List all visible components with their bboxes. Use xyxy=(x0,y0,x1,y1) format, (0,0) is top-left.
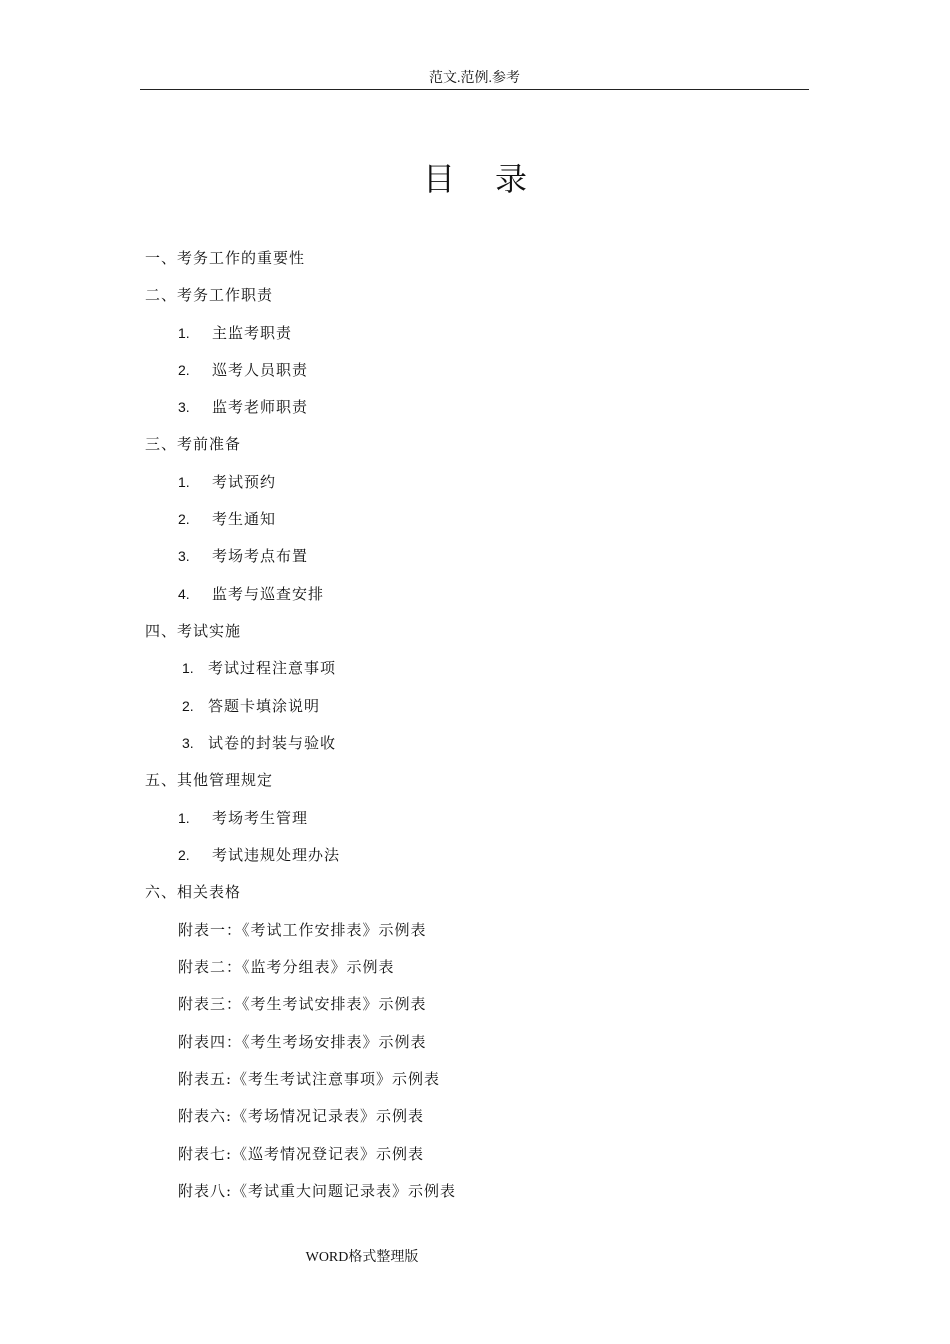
toc-section-5[interactable]: 五、其他管理规定 xyxy=(145,771,274,789)
toc-item-3-1[interactable]: 1. 考试预约 xyxy=(178,473,277,491)
page-header: 范文.范例.参考 xyxy=(140,70,809,90)
toc-section-2[interactable]: 二、考务工作职责 xyxy=(145,286,274,304)
page-footer: WORD格式整理版 xyxy=(305,1250,419,1265)
toc-appendix-4[interactable]: 附表四：《考生考场安排表》示例表 xyxy=(178,1033,427,1051)
toc-appendix-5[interactable]: 附表五:《考生考试注意事项》示例表 xyxy=(178,1070,441,1088)
toc-appendix-8[interactable]: 附表八:《考试重大问题记录表》示例表 xyxy=(178,1182,457,1200)
toc-item-5-2[interactable]: 2. 考试违规处理办法 xyxy=(178,846,341,864)
toc-item-3-4[interactable]: 4. 监考与巡查安排 xyxy=(178,585,325,603)
toc-item-2-2[interactable]: 2. 巡考人员职责 xyxy=(178,361,309,379)
toc-item-2-1[interactable]: 1. 主监考职责 xyxy=(178,324,293,342)
toc-section-4[interactable]: 四、考试实施 xyxy=(145,622,242,640)
toc-item-4-2[interactable]: 2. 答题卡填涂说明 xyxy=(182,697,321,715)
toc-section-1[interactable]: 一、考务工作的重要性 xyxy=(145,249,306,267)
toc-appendix-6[interactable]: 附表六:《考场情况记录表》示例表 xyxy=(178,1107,425,1125)
toc-item-5-1[interactable]: 1. 考场考生管理 xyxy=(178,809,309,827)
toc-appendix-1[interactable]: 附表一：《考试工作安排表》示例表 xyxy=(178,921,427,939)
toc-item-3-3[interactable]: 3. 考场考点布置 xyxy=(178,547,309,565)
toc-appendix-2[interactable]: 附表二：《监考分组表》示例表 xyxy=(178,958,395,976)
toc-section-6[interactable]: 六、相关表格 xyxy=(145,883,242,901)
toc-item-4-3[interactable]: 3. 试卷的封装与验收 xyxy=(182,734,337,752)
toc-title: 目录 xyxy=(422,160,567,199)
toc-item-2-3[interactable]: 3. 监考老师职责 xyxy=(178,398,309,416)
toc-section-3[interactable]: 三、考前准备 xyxy=(145,435,242,453)
toc-appendix-3[interactable]: 附表三：《考生考试安排表》示例表 xyxy=(178,995,427,1013)
toc-item-4-1[interactable]: 1. 考试过程注意事项 xyxy=(182,659,337,677)
toc-item-3-2[interactable]: 2. 考生通知 xyxy=(178,510,277,528)
toc-appendix-7[interactable]: 附表七:《巡考情况登记表》示例表 xyxy=(178,1145,425,1163)
